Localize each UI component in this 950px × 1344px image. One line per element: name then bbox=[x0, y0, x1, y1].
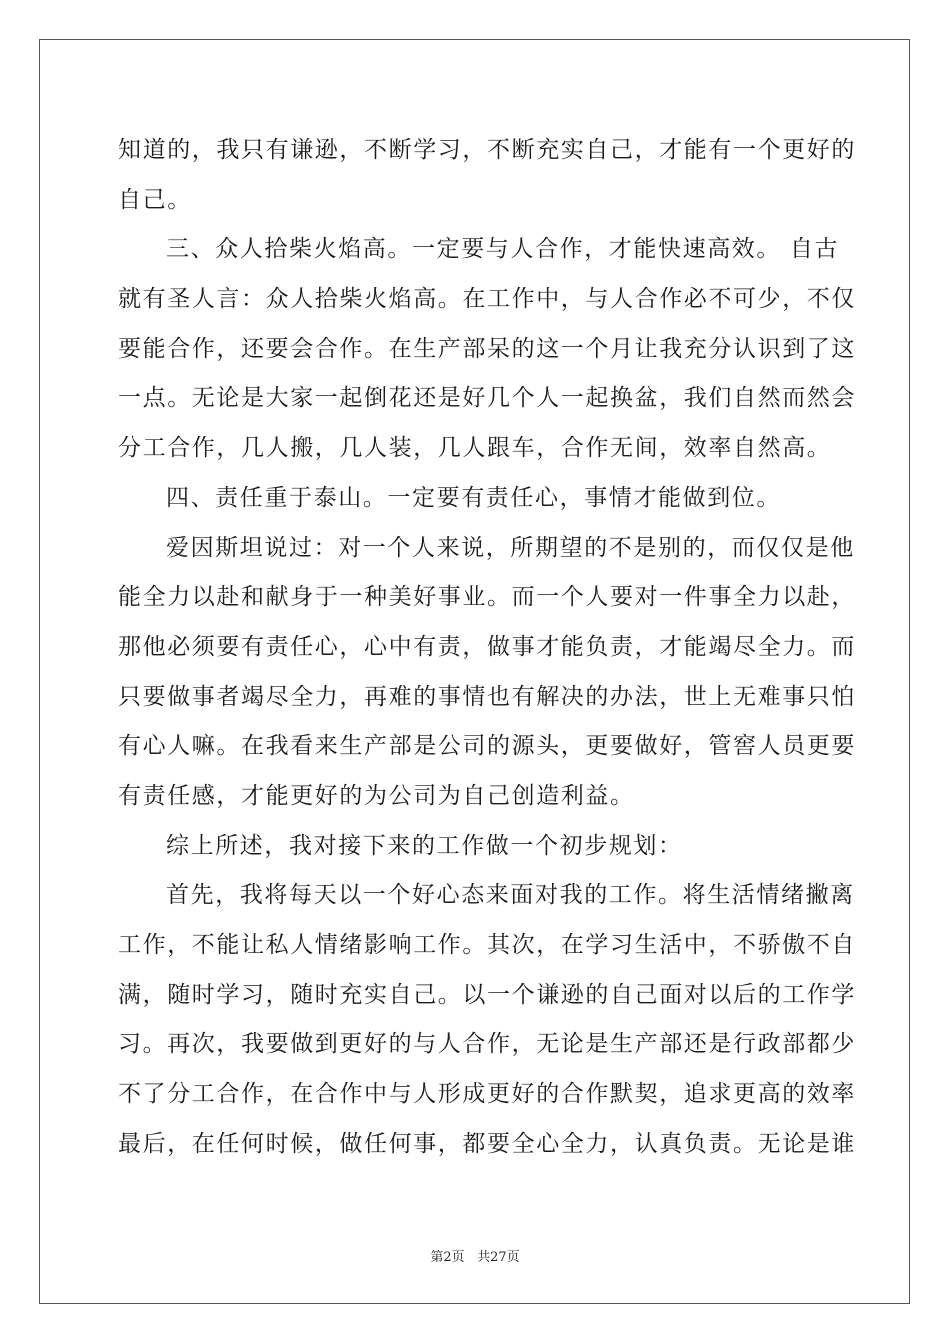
text-line: 有心人嘛。在我看来生产部是公司的源头，更要做好，管窖人员更要 bbox=[118, 733, 856, 760]
text-line: 知道的，我只有谦逊，不断学习，不断充实自己，才能有一个更好的 bbox=[118, 137, 856, 163]
text-line: 满，随时学习，随时充实自己。以一个谦逊的自己面对以后的工作学 bbox=[118, 981, 856, 1008]
paragraph-start: 综上所述，我对接下来的工作做一个初步规划： bbox=[166, 832, 683, 859]
page-footer bbox=[0, 1246, 950, 1265]
text-line: 分工合作，几人搬，几人装，几人跟车，合作无间，效率自然高。 bbox=[118, 435, 832, 462]
text-line: 那他必须要有责任心，心中有责，做事才能负责，才能竭尽全力。而 bbox=[118, 633, 856, 660]
text-line: 能全力以赴和献身于一种美好事业。而一个人要对一件事全力以赴， bbox=[118, 584, 856, 611]
text-line: 就有圣人言：众人拾柴火焰高。在工作中，与人合作必不可少，不仅 bbox=[118, 286, 856, 313]
text-line: 只要做事者竭尽全力，再难的事情也有解决的办法，世上无难事只怕 bbox=[118, 683, 856, 710]
page-number: 第2页 bbox=[430, 1250, 465, 1265]
text-line: 一点。无论是大家一起倒花还是好几个人一起换盆，我们自然而然会 bbox=[118, 385, 856, 412]
text-line: 自己。 bbox=[118, 186, 192, 213]
text-line: 要能合作，还要会合作。在生产部呆的这一个月让我充分认识到了这 bbox=[118, 335, 856, 362]
section-heading-four: 四、责任重于泰山。一定要有责任心，事情才能做到位。 bbox=[166, 484, 781, 511]
text-line: 不了分工合作，在合作中与人形成更好的合作默契，追求更高的效率 bbox=[118, 1081, 856, 1108]
page-total: 共27页 bbox=[477, 1250, 520, 1265]
document-body bbox=[118, 126, 856, 1169]
text-line: 习。再次，我要做到更好的与人合作，无论是生产部还是行政部都少 bbox=[118, 1031, 856, 1058]
text-line: 最后，在任何时候，做任何事，都要全心全力，认真负责。无论是谁 bbox=[118, 1130, 856, 1157]
text-line: 有责任感，才能更好的为公司为自己创造利益。 bbox=[118, 782, 635, 809]
text-line: 工作，不能让私人情绪影响工作。其次，在学习生活中，不骄傲不自 bbox=[118, 932, 856, 958]
paragraph-start: 爱因斯坦说过：对一个人来说，所期望的不是别的，而仅仅是他 bbox=[166, 534, 855, 561]
section-heading-three: 三、众人拾柴火焰高。一定要与人合作，才能快速高效。 自古 bbox=[166, 236, 840, 263]
paragraph-start: 首先，我将每天以一个好心态来面对我的工作。将生活情绪撇离 bbox=[166, 882, 855, 909]
